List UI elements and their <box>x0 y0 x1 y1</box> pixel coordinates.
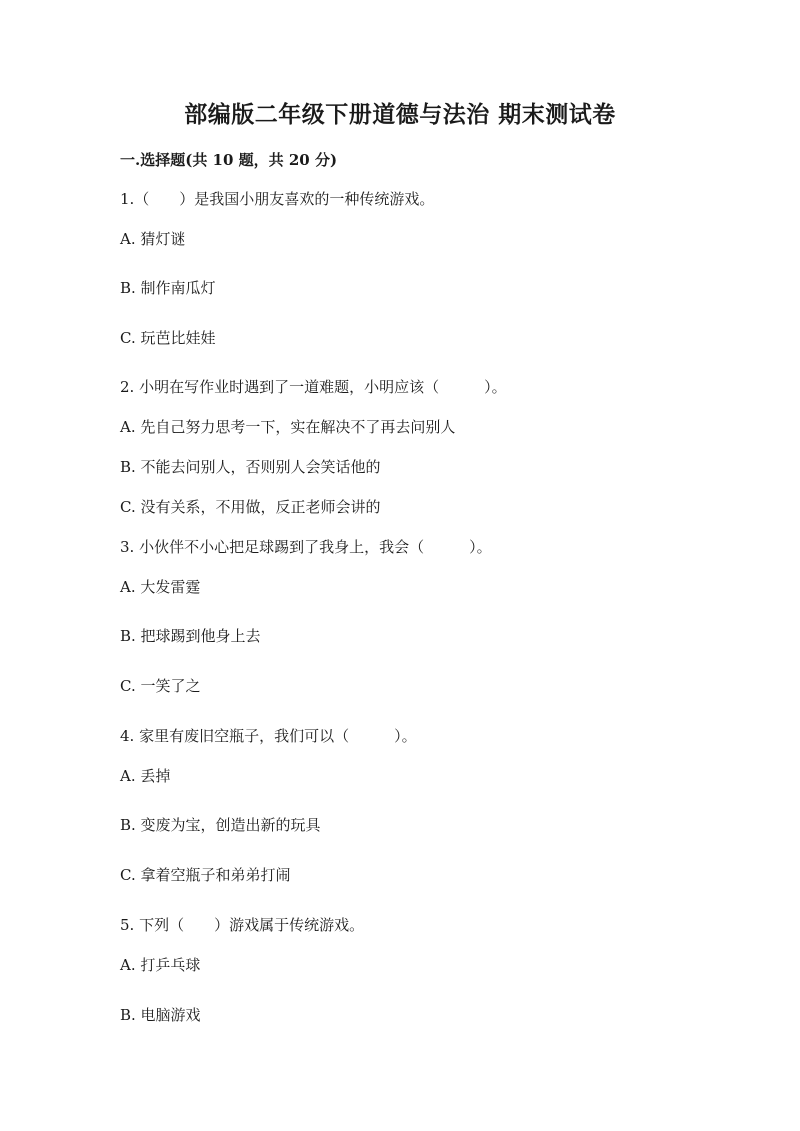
question-3-option-a: A. 大发雷霆 <box>120 578 201 596</box>
question-3-option-b: B. 把球踢到他身上去 <box>120 627 261 645</box>
question-1-stem: 1.（ ）是我国小朋友喜欢的一种传统游戏。 <box>120 190 435 208</box>
question-3-stem: 3. 小伙伴不小心把足球踢到了我身上，我会（ ）。 <box>120 538 492 556</box>
question-2-stem: 2. 小明在写作业时遇到了一道难题，小明应该（ ）。 <box>120 378 507 396</box>
question-4-option-c: C. 拿着空瓶子和弟弟打闹 <box>120 866 291 884</box>
question-2-option-b: B. 不能去问别人，否则别人会笑话他的 <box>120 458 381 476</box>
question-1-option-a: A. 猜灯谜 <box>120 230 186 248</box>
question-5-stem: 5. 下列（ ）游戏属于传统游戏。 <box>120 916 365 934</box>
section-heading: 一.选择题(共 10 题，共 20 分) <box>120 151 338 169</box>
question-4-stem: 4. 家里有废旧空瓶子，我们可以（ ）。 <box>120 727 417 745</box>
page-title: 部编版二年级下册道德与法治 期末测试卷 <box>184 101 616 128</box>
question-1-option-c: C. 玩芭比娃娃 <box>120 329 216 347</box>
question-1-option-b: B. 制作南瓜灯 <box>120 279 216 297</box>
question-5-option-b: B. 电脑游戏 <box>120 1006 201 1024</box>
question-3-option-c: C. 一笑了之 <box>120 677 201 695</box>
question-2-option-c: C. 没有关系，不用做，反正老师会讲的 <box>120 498 381 516</box>
question-4-option-b: B. 变废为宝，创造出新的玩具 <box>120 816 321 834</box>
question-4-option-a: A. 丢掉 <box>120 767 171 785</box>
question-2-option-a: A. 先自己努力思考一下，实在解决不了再去问别人 <box>120 418 456 436</box>
question-5-option-a: A. 打乒乓球 <box>120 956 201 974</box>
